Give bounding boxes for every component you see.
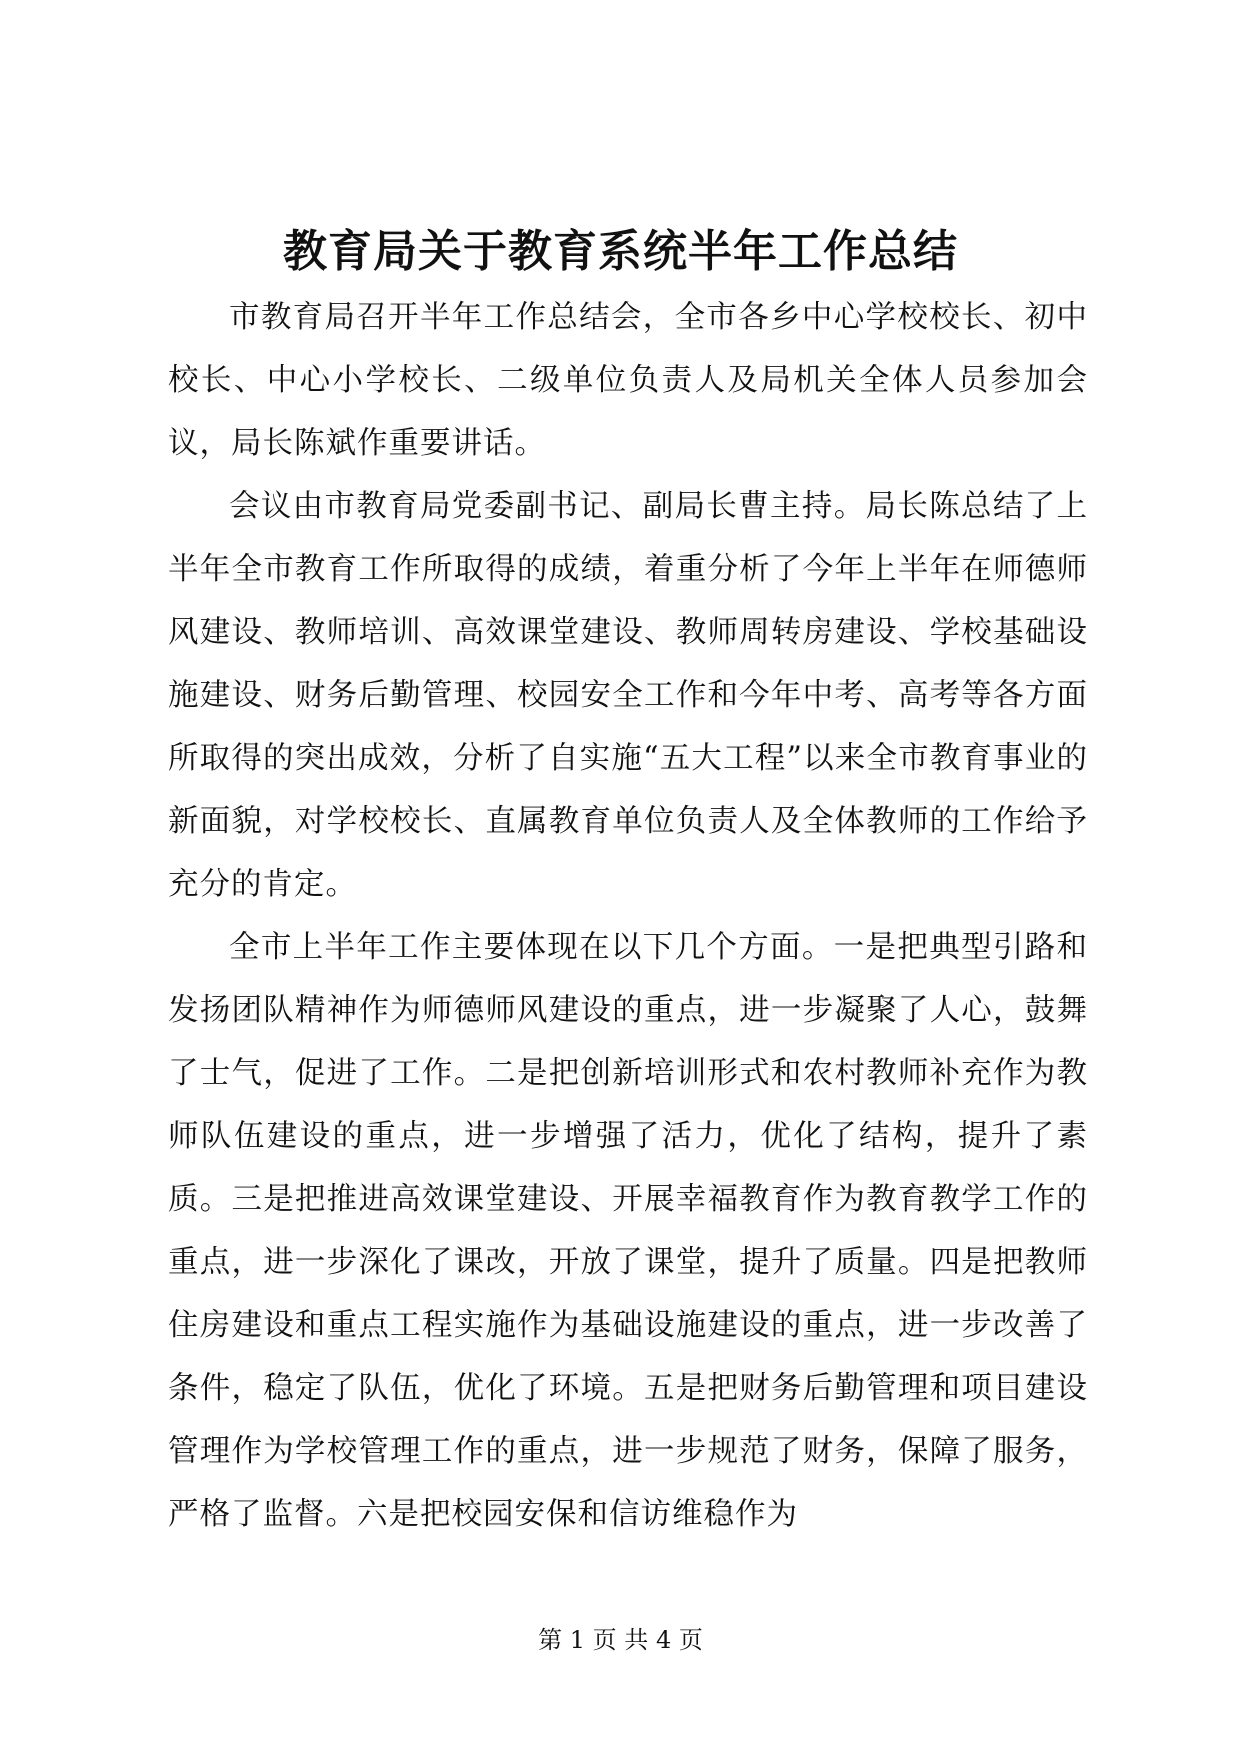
page-number-footer: 第 1 页 共 4 页: [538, 1626, 703, 1654]
paragraph-2: 会议由市教育局党委副书记、副局长曹主持。局长陈总结了上半年全市教育工作所取得的成绩，着重分析了今年上半年在师德师风建设、教师培训、高效课堂建设、教师周转房建设、学校基础设施建设、财务后勤管理、校园安全工作和今年中考、高考等各方面所取得的突出成效，分析了自实施“五大工程”以来全市教育事业的新面貌，对学校校长、直属教育单位负责人及全体教师的工作给予充分的肯定。: [168, 489, 1088, 902]
paragraph-3: 全市上半年工作主要体现在以下几个方面。一是把典型引路和发扬团队精神作为师德师风建设的重点，进一步凝聚了人心，鼓舞了士气，促进了工作。二是把创新培训形式和农村教师补充作为教师队伍建设的重点，进一步增强了活力，优化了结构，提升了素质。三是把推进高效课堂建设、开展幸福教育作为教育教学工作的重点，进一步深化了课改，开放了课堂，提升了质量。四是把教师住房建设和重点工程实施作为基础设施建设的重点，进一步改善了条件，稳定了队伍，优化了环境。五是把财务后勤管理和项目建设管理作为学校管理工作的重点，进一步规范了财务，保障了服务，严格了监督。六是把校园安保和信访维稳作为: [168, 930, 1088, 1532]
document-body: [168, 286, 1088, 1546]
document-title: 教育局关于教育系统半年工作总结: [283, 226, 958, 277]
paragraph-1: 市教育局召开半年工作总结会，全市各乡中心学校校长、初中校长、中心小学校长、二级单位负责人及局机关全体人员参加会议，局长陈斌作重要讲话。: [168, 300, 1088, 461]
